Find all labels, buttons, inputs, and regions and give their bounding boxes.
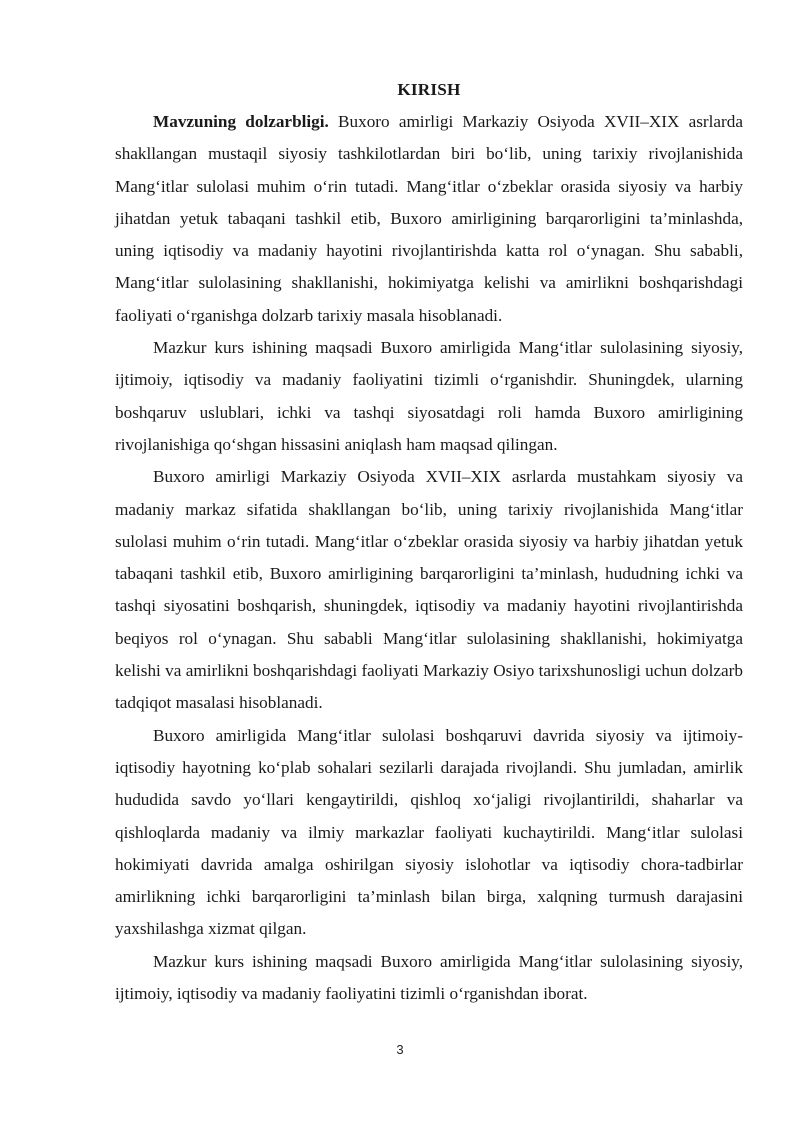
paragraph-lead: Mavzuning dolzarbligi.	[153, 112, 329, 131]
paragraph-purpose: Mazkur kurs ishining maqsadi Buxoro amirligida Mang‘itlar sulolasining siyosiy, ijtimoiy, iqtisodiy va madaniy faoliyatini tizimli o‘rganishdir. Shuningdek, ularning boshqaruv uslublari, ichki va tashqi siyosatdagi roli hamda Buxoro amirligining rivojlanishiga qo‘shgan hissasini aniqlash ham maqsad qilingan.	[115, 338, 743, 454]
page-body	[115, 74, 743, 1010]
paragraph-relevance	[115, 106, 743, 332]
page-number: 3	[396, 1042, 404, 1057]
paragraph-development: Buxoro amirligida Mang‘itlar sulolasi boshqaruvi davrida siyosiy va ijtimoiy-iqtisodiy hayotning ko‘plab sohalari sezilarli darajada rivojlandi. Shu jumladan, amirlik hududida savdo yo‘llari kengaytirildi, qishloq xo‘jaligi rivojlantirildi, shaharlar va qishloqlarda madaniy va ilmiy markazlar faoliyati kuchaytirildi. Mang‘itlar sulolasi hokimiyati davrida amalga oshirilgan siyosiy islohotlar va iqtisodiy chora-tadbirlar amirlikning ichki barqarorligini ta’minlash bilan birga, xalqning turmush darajasini yaxshilashga xizmat qilgan.	[115, 725, 743, 939]
paragraph-text: Buxoro amirligi Markaziy Osiyoda XVII–XIX asrlarda shakllangan mustaqil siyosiy tashkilotlardan biri bo‘lib, uning tarixiy rivojlanishida Mang‘itlar sulolasi muhim o‘rin tutadi. Mang‘itlar o‘zbeklar orasida siyosiy va harbiy jihatdan yetuk tabaqani tashkil etib, Buxoro amirligining barqarorligini ta’minlashda, uning iqtisodiy va madaniy hayotini rivojlantirishda katta rol o‘ynagan. Shu sababli, Mang‘itlar sulolasining shakllanishi, hokimiyatga kelishi va amirlikni boshqarishdagi faoliyati o‘rganishga dolzarb tarixiy masala hisoblanadi.	[115, 112, 743, 325]
paragraph-history: Buxoro amirligi Markaziy Osiyoda XVII–XIX asrlarda mustahkam siyosiy va madaniy markaz sifatida shakllangan bo‘lib, uning tarixiy rivojlanishida Mang‘itlar sulolasi muhim o‘rin tutadi. Mang‘itlar o‘zbeklar orasida siyosiy va harbiy jihatdan yetuk tabaqani tashkil etib, Buxoro amirligining barqarorligini ta’minlash, hududning ichki va tashqi siyosatini boshqarish, shuningdek, iqtisodiy va madaniy hayotini rivojlantirishda beqiyos rol o‘ynagan. Shu sababli Mang‘itlar sulolasining shakllanishi, hokimiyatga kelishi va amirlikni boshqarishdagi faoliyati Markaziy Osiyo tarixshunosligi uchun dolzarb tadqiqot masalasi hisoblanadi.	[115, 467, 743, 713]
page-title: KIRISH	[397, 80, 461, 99]
paragraph-goal: Mazkur kurs ishining maqsadi Buxoro amirligida Mang‘itlar sulolasining siyosiy, ijtimoiy, iqtisodiy va madaniy faoliyatini tizimli o‘rganishdan iborat.	[115, 951, 743, 1004]
